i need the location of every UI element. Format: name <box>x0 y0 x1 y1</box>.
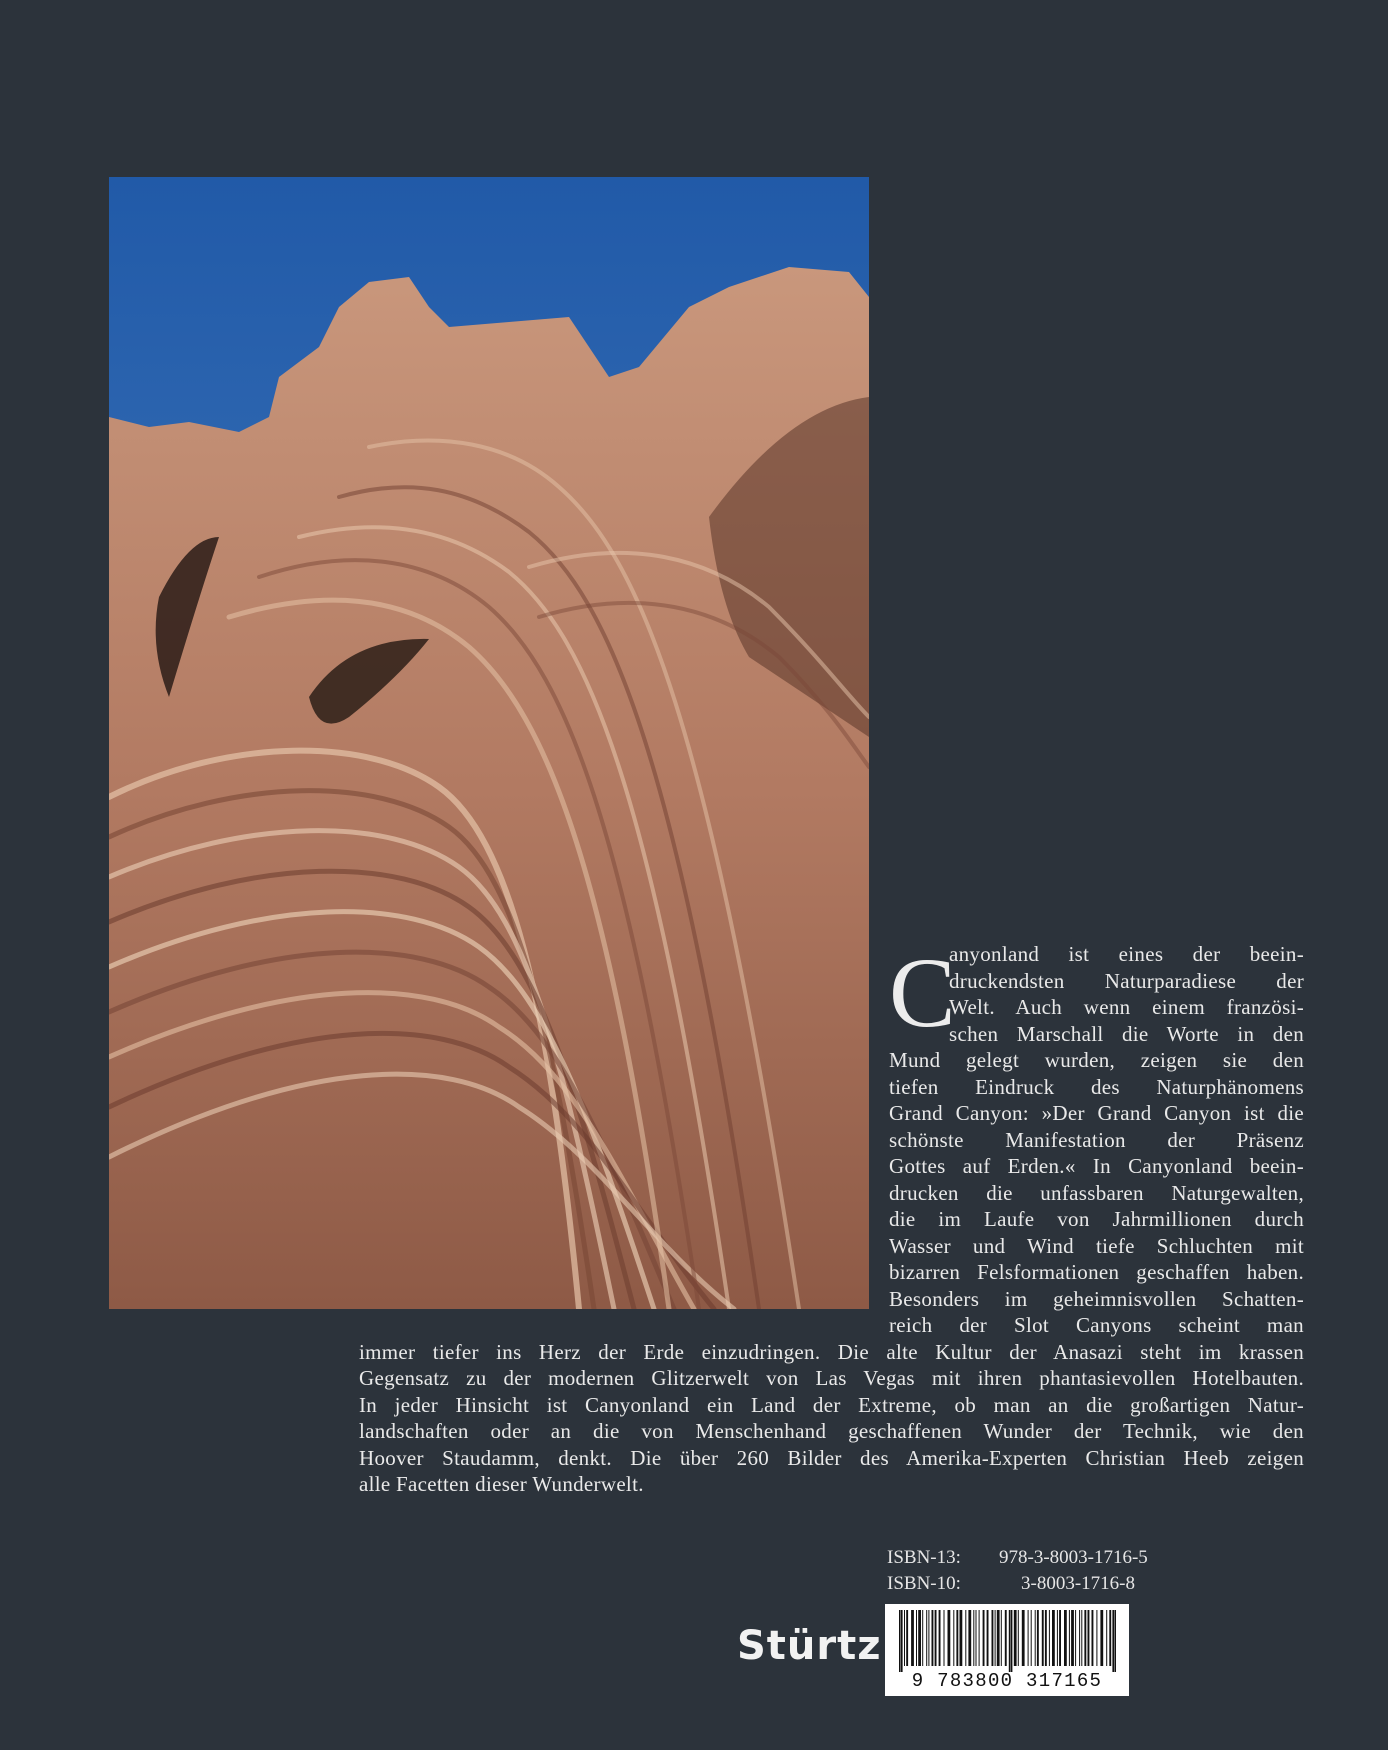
barcode-bar <box>1028 1610 1029 1666</box>
blurb-line: landschaften oder an die von Menschenhand geschaffenen Wunder der Technik, wie den <box>359 1419 1304 1443</box>
barcode-guard-bar <box>899 1610 901 1672</box>
isbn-10-row <box>887 1571 1148 1597</box>
barcode-bar <box>1096 1610 1097 1666</box>
blurb-line: Gegensatz zu der modernen Glitzerwelt von Las Vegas mit ihren phantasievollen Hotelbauten. <box>359 1366 1304 1390</box>
barcode-bar <box>906 1610 908 1666</box>
blurb-line: Hoover Staudamm, denkt. Die über 260 Bilder des Amerika-Experten Christian Heeb zeigen <box>359 1445 1304 1470</box>
barcode-bar <box>976 1610 977 1666</box>
barcode-bar <box>926 1610 927 1666</box>
blurb-line: reich der Slot Canyons scheint man <box>889 1313 1304 1337</box>
barcode-bar <box>935 1610 937 1666</box>
barcode-bar <box>1005 1610 1007 1666</box>
blurb-line: tiefen Eindruck des Naturphänomens <box>889 1074 1304 1099</box>
barcode-bar <box>1064 1610 1067 1666</box>
barcode-bar <box>904 1610 905 1666</box>
drop-cap-letter: C <box>889 937 956 1048</box>
barcode-guard-bar <box>1011 1610 1013 1672</box>
blurb-line: anyonland ist eines der beein- <box>949 942 1304 966</box>
barcode-bar <box>932 1610 934 1666</box>
barcode-bar <box>992 1610 994 1666</box>
barcode-bar <box>948 1610 951 1666</box>
barcode-bar <box>1075 1610 1076 1666</box>
isbn-13-value: 978-3-8003-1716-5 <box>999 1547 1148 1568</box>
blurb-line: In jeder Hinsicht ist Canyonland ein Land der Extreme, ob man an die großartigen Natur- <box>359 1392 1304 1417</box>
barcode-bar <box>953 1610 954 1666</box>
isbn-10-value: 3-8003-1716-8 <box>1021 1573 1135 1594</box>
barcode-bar <box>944 1610 945 1666</box>
barcode-bar <box>1079 1610 1080 1666</box>
barcode-bar <box>968 1610 971 1666</box>
barcode-bar <box>1031 1610 1032 1666</box>
barcode-bar <box>956 1610 958 1666</box>
barcode-bar <box>922 1610 923 1666</box>
barcode-bar <box>911 1610 914 1666</box>
publisher-logo: Stürtz <box>737 1623 882 1669</box>
barcode-bar <box>1071 1610 1074 1666</box>
barcode-bar <box>997 1610 1000 1666</box>
barcode-bar <box>916 1610 917 1666</box>
blurb-line: Welt. Auch wenn einem französi- <box>949 995 1304 1019</box>
barcode-bar <box>1037 1610 1039 1666</box>
barcode-bar <box>1001 1610 1002 1666</box>
blurb-line: Grand Canyon: »Der Grand Canyon ist die <box>889 1101 1304 1125</box>
barcode-bars <box>885 1604 1129 1674</box>
barcode-bar <box>1059 1610 1061 1666</box>
isbn-block <box>887 1545 1148 1597</box>
blurb-line: alle Facetten dieser Wunderwelt. <box>359 1472 644 1496</box>
barcode-bar <box>1088 1610 1090 1666</box>
barcode-bar <box>983 1610 985 1666</box>
barcode-bar <box>1022 1610 1025 1666</box>
blurb-line: Besonders im geheimnisvollen Schatten- <box>889 1286 1304 1311</box>
barcode-bar <box>960 1610 963 1666</box>
barcode-bar <box>1045 1610 1047 1666</box>
barcode-bar <box>995 1610 996 1666</box>
blurb-line: Gottes auf Erden.« In Canyonland beein- <box>889 1154 1304 1178</box>
barcode-guard-bar <box>1009 1610 1011 1672</box>
barcode-bar <box>1049 1610 1050 1666</box>
barcode-guard-bar <box>1112 1610 1114 1672</box>
barcode-bar <box>1057 1610 1058 1666</box>
isbn-10-label: ISBN-10: <box>887 1573 961 1594</box>
isbn-13-row <box>887 1545 1148 1571</box>
barcode-bar <box>1042 1610 1044 1666</box>
barcode-bar <box>973 1610 974 1666</box>
barcode-bar <box>965 1610 966 1666</box>
barcode-bar <box>1100 1610 1103 1666</box>
blurb-text <box>359 937 1304 1498</box>
barcode-bar <box>939 1610 941 1666</box>
barcode <box>885 1604 1129 1696</box>
barcode-bar <box>1106 1610 1107 1666</box>
barcode-bar <box>1084 1610 1086 1666</box>
blurb-line: Wasser und Wind tiefe Schluchten mit <box>889 1233 1304 1258</box>
barcode-digits: 9 783800 317165 <box>911 1670 1103 1692</box>
blurb-line: Mund gelegt wurden, zeigen sie den <box>889 1048 1304 1072</box>
barcode-bar <box>1014 1610 1017 1666</box>
barcode-bar <box>1018 1610 1019 1666</box>
barcode-bar <box>1081 1610 1082 1666</box>
barcode-bar <box>1069 1610 1070 1666</box>
blurb-line: schen Marschall die Worte in den <box>949 1021 1304 1046</box>
barcode-bar <box>1052 1610 1055 1666</box>
blurb-line: bizarren Felsformationen geschaffen haben. <box>889 1260 1304 1284</box>
barcode-bar <box>1109 1610 1111 1666</box>
isbn-13-label: ISBN-13: <box>887 1547 961 1568</box>
barcode-guard-bar <box>1114 1610 1116 1672</box>
barcode-bar <box>979 1610 980 1666</box>
blurb-line: druckendsten Naturparadiese der <box>949 968 1304 993</box>
barcode-bar <box>918 1610 921 1666</box>
barcode-bar <box>1035 1610 1036 1666</box>
blurb-line: drucken die unfassbaren Naturgewalten, <box>889 1180 1304 1205</box>
blurb-line: die im Laufe von Jahrmillionen durch <box>889 1207 1304 1231</box>
barcode-bar <box>1092 1610 1094 1666</box>
barcode-guard-bar <box>901 1610 903 1672</box>
blurb-line: immer tiefer ins Herz der Erde einzudringen. Die alte Kultur der Anasazi steht im krassen <box>359 1339 1304 1364</box>
blurb-line: schönste Manifestation der Präsenz <box>889 1127 1304 1152</box>
barcode-bar <box>928 1610 929 1666</box>
barcode-bar <box>987 1610 989 1666</box>
